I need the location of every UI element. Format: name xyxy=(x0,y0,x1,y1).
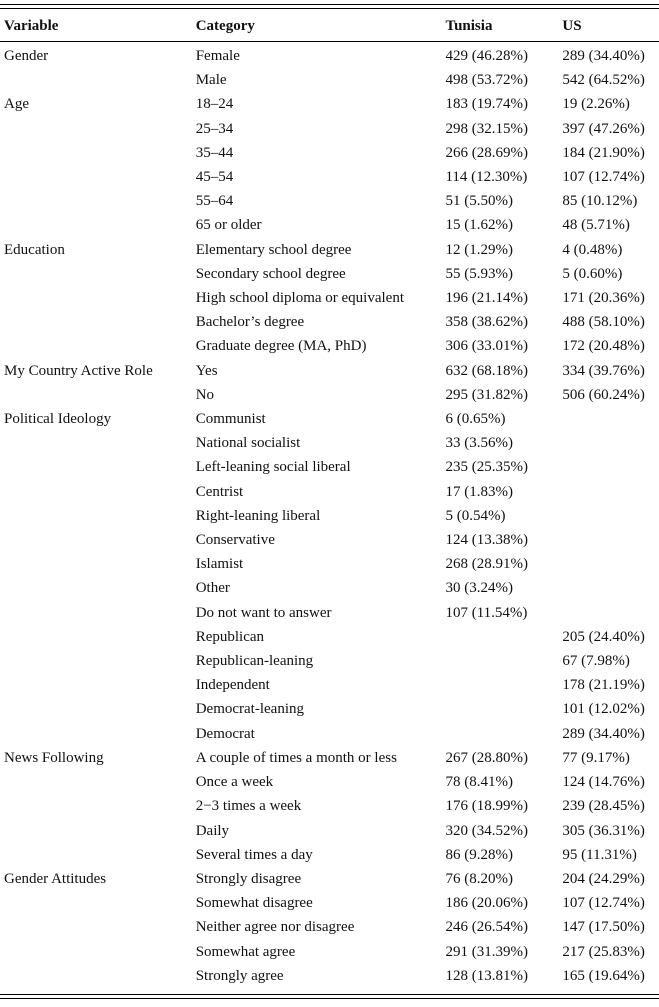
bottom-rule-outer xyxy=(0,998,659,999)
table-row xyxy=(0,819,659,843)
cell-tunisia xyxy=(445,673,562,697)
cell-tunisia xyxy=(445,722,562,746)
cell-category: Republican xyxy=(195,628,265,645)
cell-variable xyxy=(0,165,196,189)
cell-tunisia: 124 (13.38%) xyxy=(445,532,528,549)
table-row xyxy=(0,649,659,673)
cell-category: Neither agree nor disagree xyxy=(195,919,355,936)
cell-tunisia: 268 (28.91%) xyxy=(445,556,528,573)
table-row xyxy=(0,334,659,358)
cell-category: Other xyxy=(195,580,230,597)
header-tunisia: Tunisia xyxy=(445,18,493,35)
table-row xyxy=(0,673,659,697)
cell-tunisia: 86 (9.28%) xyxy=(445,846,513,863)
cell-tunisia: 632 (68.18%) xyxy=(445,362,528,379)
cell-variable xyxy=(0,625,196,649)
cell-variable: News Following xyxy=(4,749,104,766)
cell-tunisia: 429 (46.28%) xyxy=(445,48,528,64)
cell-tunisia: 30 (3.24%) xyxy=(445,580,513,597)
table-row xyxy=(0,407,659,431)
cell-tunisia: 6 (0.65%) xyxy=(445,411,506,428)
cell-tunisia: 291 (31.39%) xyxy=(445,943,528,960)
cell-category: Elementary school degree xyxy=(195,241,352,258)
cell-variable xyxy=(0,940,196,964)
cell-variable xyxy=(0,286,196,310)
table-row xyxy=(0,262,659,286)
cell-variable xyxy=(0,649,196,673)
cell-category: Right-leaning liberal xyxy=(195,507,321,524)
cell-us: 171 (20.36%) xyxy=(562,290,645,307)
cell-category: Conservative xyxy=(195,532,275,549)
cell-tunisia: 107 (11.54%) xyxy=(445,604,528,621)
table-row xyxy=(0,286,659,310)
cell-tunisia: 114 (12.30%) xyxy=(445,169,528,186)
table-row xyxy=(0,39,659,68)
table-row xyxy=(0,794,659,818)
cell-tunisia xyxy=(445,625,562,649)
cell-category: Daily xyxy=(195,822,230,839)
cell-variable xyxy=(0,310,196,334)
table-row xyxy=(0,310,659,334)
table-row xyxy=(0,891,659,915)
cell-tunisia: 17 (1.83%) xyxy=(445,483,513,500)
cell-us xyxy=(562,552,659,576)
cell-category: National socialist xyxy=(195,435,301,452)
cell-us: 5 (0.60%) xyxy=(562,265,623,282)
cell-category: Strongly disagree xyxy=(195,870,302,887)
cell-variable xyxy=(0,117,196,141)
cell-category: Left-leaning social liberal xyxy=(195,459,351,476)
table-row xyxy=(0,552,659,576)
cell-variable xyxy=(0,189,196,213)
table-row xyxy=(0,213,659,237)
cell-variable xyxy=(0,770,196,794)
cell-us: 172 (20.48%) xyxy=(562,338,645,355)
cell-category: Graduate degree (MA, PhD) xyxy=(195,338,367,355)
table-row xyxy=(0,625,659,649)
cell-category: Secondary school degree xyxy=(195,265,346,282)
top-rule-inner xyxy=(0,8,659,9)
cell-us: 488 (58.10%) xyxy=(562,314,645,331)
cell-tunisia: 76 (8.20%) xyxy=(445,870,513,887)
cell-variable xyxy=(0,722,196,746)
table-row xyxy=(0,601,659,625)
cell-us: 77 (9.17%) xyxy=(562,749,630,766)
cell-category: Centrist xyxy=(195,483,244,500)
cell-tunisia: 498 (53.72%) xyxy=(445,72,528,89)
table-row xyxy=(0,92,659,116)
cell-category: 35–44 xyxy=(195,144,234,161)
cell-tunisia: 5 (0.54%) xyxy=(445,507,506,524)
cell-tunisia: 55 (5.93%) xyxy=(445,265,513,282)
cell-variable xyxy=(0,673,196,697)
cell-us: 48 (5.71%) xyxy=(562,217,630,234)
cell-us: 19 (2.26%) xyxy=(562,96,630,113)
cell-us: 178 (21.19%) xyxy=(562,677,645,694)
header-rule xyxy=(0,41,659,42)
cell-variable xyxy=(0,504,196,528)
cell-us: 4 (0.48%) xyxy=(562,241,623,258)
cell-category: Bachelor’s degree xyxy=(195,314,305,331)
cell-variable xyxy=(0,383,196,407)
cell-tunisia: 246 (26.54%) xyxy=(445,919,528,936)
cell-us: 289 (34.40%) xyxy=(562,725,645,742)
cell-category: Islamist xyxy=(195,556,244,573)
cell-variable xyxy=(0,552,196,576)
cell-tunisia: 128 (13.81%) xyxy=(445,967,528,984)
cell-us: 205 (24.40%) xyxy=(562,628,645,645)
cell-us: 107 (12.74%) xyxy=(562,895,645,912)
cell-us xyxy=(562,480,659,504)
table-row xyxy=(0,964,659,988)
cell-us: 506 (60.24%) xyxy=(562,386,645,403)
cell-us: 542 (64.52%) xyxy=(562,72,645,89)
cell-variable xyxy=(0,601,196,625)
cell-variable xyxy=(0,431,196,455)
table-row xyxy=(0,383,659,407)
cell-category: Several times a day xyxy=(195,846,313,863)
cell-us: 85 (10.12%) xyxy=(562,193,638,210)
cell-variable xyxy=(0,697,196,721)
table-row xyxy=(0,867,659,891)
cell-tunisia: 298 (32.15%) xyxy=(445,120,528,137)
cell-tunisia: 12 (1.29%) xyxy=(445,241,513,258)
cell-us: 289 (34.40%) xyxy=(562,48,645,64)
cell-category: 45–54 xyxy=(195,169,234,186)
cell-us: 305 (36.31%) xyxy=(562,822,645,839)
cell-us: 184 (21.90%) xyxy=(562,144,645,161)
cell-category: 2−3 times a week xyxy=(195,798,302,815)
cell-us: 217 (25.83%) xyxy=(562,943,645,960)
cell-tunisia: 51 (5.50%) xyxy=(445,193,513,210)
cell-variable xyxy=(0,480,196,504)
cell-category: A couple of times a month or less xyxy=(195,749,397,766)
cell-tunisia: 295 (31.82%) xyxy=(445,386,528,403)
cell-us: 107 (12.74%) xyxy=(562,169,645,186)
cell-variable xyxy=(0,819,196,843)
cell-tunisia: 196 (21.14%) xyxy=(445,290,528,307)
cell-tunisia: 15 (1.62%) xyxy=(445,217,513,234)
table-row xyxy=(0,722,659,746)
cell-category: Once a week xyxy=(195,774,274,791)
cell-us: 147 (17.50%) xyxy=(562,919,645,936)
table-row xyxy=(0,165,659,189)
cell-variable: Gender xyxy=(4,48,49,64)
cell-variable: Gender Attitudes xyxy=(4,870,107,887)
cell-variable: Education xyxy=(4,241,65,258)
table-row xyxy=(0,189,659,213)
table-row xyxy=(0,770,659,794)
cell-us xyxy=(562,576,659,600)
cell-tunisia: 183 (19.74%) xyxy=(445,96,528,113)
cell-us: 397 (47.26%) xyxy=(562,120,645,137)
table-row xyxy=(0,746,659,770)
table-row xyxy=(0,141,659,165)
cell-tunisia: 78 (8.41%) xyxy=(445,774,513,791)
table-row xyxy=(0,359,659,383)
cell-variable xyxy=(0,141,196,165)
cell-category: Do not want to answer xyxy=(195,604,332,621)
cell-category: Democrat xyxy=(195,725,255,742)
cell-variable xyxy=(0,891,196,915)
header-us: US xyxy=(562,18,582,35)
cell-category: 55–64 xyxy=(195,193,234,210)
cell-category: Somewhat disagree xyxy=(195,895,313,912)
cell-tunisia: 267 (28.80%) xyxy=(445,749,528,766)
cell-tunisia: 266 (28.69%) xyxy=(445,144,528,161)
cell-category: Yes xyxy=(195,362,218,379)
cell-us xyxy=(562,431,659,455)
cell-tunisia: 306 (33.01%) xyxy=(445,338,528,355)
cell-variable xyxy=(0,576,196,600)
cell-category: High school diploma or equivalent xyxy=(195,290,404,307)
cell-category: No xyxy=(195,386,215,403)
cell-tunisia: 320 (34.52%) xyxy=(445,822,528,839)
cell-tunisia: 358 (38.62%) xyxy=(445,314,528,331)
cell-tunisia xyxy=(445,649,562,673)
cell-variable xyxy=(0,213,196,237)
table-row xyxy=(0,117,659,141)
cell-category: Independent xyxy=(195,677,270,694)
table-row xyxy=(0,504,659,528)
table-row xyxy=(0,576,659,600)
cell-category: Somewhat agree xyxy=(195,943,296,960)
header-variable: Variable xyxy=(4,18,59,35)
cell-category: Strongly agree xyxy=(195,967,284,984)
bottom-rule-inner xyxy=(0,994,659,995)
cell-category: 25–34 xyxy=(195,120,234,137)
cell-variable xyxy=(0,964,196,988)
cell-variable xyxy=(0,794,196,818)
cell-variable xyxy=(0,68,196,92)
cell-tunisia: 176 (18.99%) xyxy=(445,798,528,815)
cell-variable xyxy=(0,455,196,479)
cell-variable xyxy=(0,843,196,867)
cell-us: 334 (39.76%) xyxy=(562,362,645,379)
table-row xyxy=(0,238,659,262)
cell-us xyxy=(562,528,659,552)
cell-category: Male xyxy=(195,72,227,89)
cell-us: 124 (14.76%) xyxy=(562,774,645,791)
cell-variable xyxy=(0,262,196,286)
cell-tunisia: 235 (25.35%) xyxy=(445,459,528,476)
cell-category: Communist xyxy=(195,411,266,428)
cell-variable: My Country Active Role xyxy=(4,362,153,379)
header-category: Category xyxy=(195,18,255,35)
table-row xyxy=(0,940,659,964)
table-row xyxy=(0,431,659,455)
cell-us: 95 (11.31%) xyxy=(562,846,637,863)
cell-category: Female xyxy=(195,48,240,64)
cell-variable: Age xyxy=(4,96,29,113)
table-row xyxy=(0,915,659,939)
cell-us: 239 (28.45%) xyxy=(562,798,645,815)
cell-category: 18–24 xyxy=(195,96,234,113)
cell-us: 101 (12.02%) xyxy=(562,701,645,718)
header-row xyxy=(0,14,659,39)
top-rule-outer xyxy=(0,4,659,5)
cell-tunisia: 186 (20.06%) xyxy=(445,895,528,912)
demographics-table xyxy=(0,14,659,988)
cell-variable: Political Ideology xyxy=(4,411,112,428)
cell-category: Republican-leaning xyxy=(195,653,314,670)
table-row xyxy=(0,528,659,552)
table-row xyxy=(0,697,659,721)
cell-us: 204 (24.29%) xyxy=(562,870,645,887)
cell-category: 65 or older xyxy=(195,217,262,234)
table-row xyxy=(0,455,659,479)
table-row xyxy=(0,480,659,504)
cell-us xyxy=(562,504,659,528)
cell-us: 165 (19.64%) xyxy=(562,967,645,984)
table-row xyxy=(0,843,659,867)
table-row xyxy=(0,68,659,92)
cell-us xyxy=(562,601,659,625)
cell-tunisia: 33 (3.56%) xyxy=(445,435,513,452)
cell-tunisia xyxy=(445,697,562,721)
cell-us xyxy=(562,455,659,479)
cell-variable xyxy=(0,915,196,939)
table-body xyxy=(0,39,659,988)
cell-us xyxy=(562,407,659,431)
cell-variable xyxy=(0,528,196,552)
cell-variable xyxy=(0,334,196,358)
cell-us: 67 (7.98%) xyxy=(562,653,630,670)
cell-category: Democrat-leaning xyxy=(195,701,304,718)
